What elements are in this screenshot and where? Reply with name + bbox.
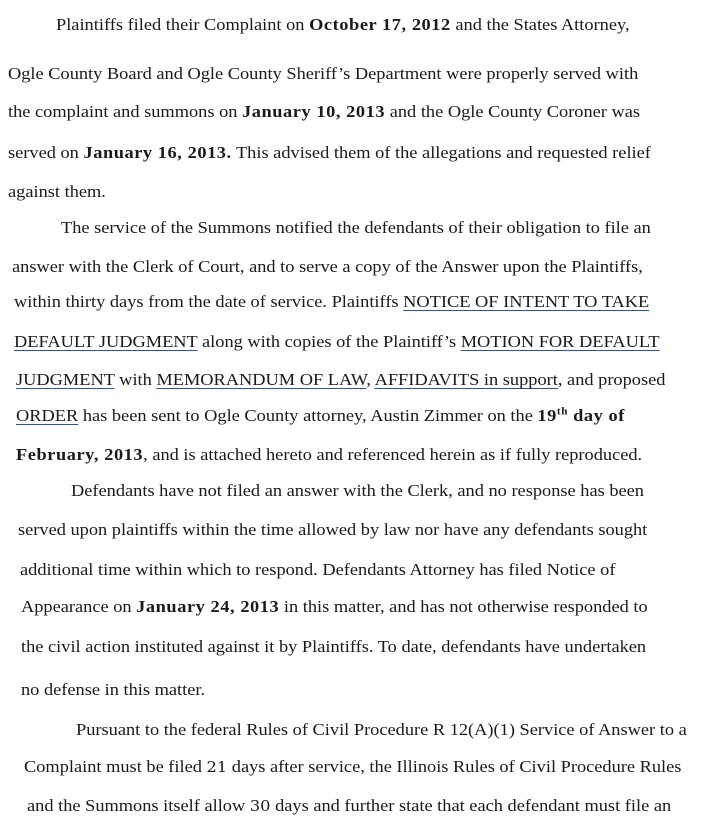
text-line — [76, 720, 687, 740]
text-line — [16, 370, 665, 390]
text-run: days and further state that each defendant must file an — [270, 796, 672, 815]
text-run: additional time within which to respond. Defendants Attorney has filed Notice of — [20, 560, 616, 579]
bold-text: January 16, 2013. — [83, 143, 232, 162]
text-run: and the States Attorney, — [450, 15, 630, 34]
text-run: days after service, the Illinois Rules of Civil Procedure Rules — [227, 757, 682, 776]
underlined-text: NOTICE OF INTENT TO TAKE — [403, 292, 650, 311]
text-run: and the Summons itself allow — [27, 796, 250, 815]
text-run: Appearance on — [21, 597, 137, 616]
text-line — [61, 218, 651, 238]
text-run: has been sent to Ogle County attorney, Austin Zimmer on the — [78, 406, 538, 425]
text-run: the civil action instituted against it by Plaintiffs. To date, defendants have undertaken — [21, 637, 647, 656]
text-run: answer with the Clerk of Court, and to serve a copy of the Answer upon the Plaintiffs, — [12, 257, 643, 276]
text-run: no defense in this matter. — [21, 680, 206, 699]
text-line — [14, 292, 649, 312]
text-line — [16, 406, 625, 426]
bold-text: day of — [568, 406, 625, 425]
text-line — [8, 182, 106, 202]
text-run: Pursuant to the federal Rules of Civil Procedure R 12(A)(1) Service of Answer to a — [76, 720, 687, 739]
underlined-text: MEMORANDUM OF LAW — [156, 370, 367, 389]
text-run: served on — [8, 143, 84, 162]
text-run: 21 — [206, 760, 228, 776]
underlined-text: AFFIDAVITS in support — [374, 370, 558, 389]
bold-text: January 24, 2013 — [136, 597, 280, 616]
underlined-text: ORDER — [16, 406, 79, 425]
text-line — [21, 680, 205, 700]
text-line — [16, 445, 642, 465]
text-run: served upon plaintiffs within the time allowed by law nor have any defendants sought — [18, 520, 648, 539]
text-line — [21, 597, 648, 617]
text-run: and the Ogle County Coroner was — [385, 102, 641, 121]
text-run: This advised them of the allegations and requested relief — [231, 143, 651, 162]
underlined-text: DEFAULT JUDGMENT — [14, 332, 198, 351]
text-run: Defendants have not filed an answer with the Clerk, and no response has been — [71, 481, 644, 500]
text-line — [8, 143, 651, 163]
underlined-text: MOTION FOR DEFAULT — [460, 332, 660, 351]
text-line — [14, 332, 660, 352]
superscript-text: th — [556, 406, 569, 418]
bold-text: 19 — [537, 406, 557, 425]
bold-text: February, 2013 — [16, 445, 144, 464]
text-run: against them. — [8, 182, 106, 201]
text-run: , and proposed — [557, 370, 666, 389]
text-line — [8, 64, 638, 84]
underlined-text: JUDGMENT — [16, 370, 115, 389]
text-run: within thirty days from the date of service. Plaintiffs — [14, 292, 404, 311]
text-run: , and is attached hereto and referenced herein as if fully reproduced. — [143, 445, 643, 464]
text-line — [56, 15, 630, 35]
text-run: Ogle County Board and Ogle County Sheriff’s Department were properly served with — [8, 64, 639, 83]
text-run: the complaint and summons on — [8, 102, 243, 121]
text-run: along with copies of the Plaintiff’s — [197, 332, 461, 351]
text-line — [8, 102, 640, 122]
text-run: with — [114, 370, 157, 389]
text-run: Plaintiffs filed their Complaint on — [56, 15, 310, 34]
text-line — [24, 757, 681, 778]
text-line — [20, 560, 615, 580]
bold-text: October 17, 2012 — [309, 15, 451, 34]
text-line — [18, 520, 647, 540]
text-line — [12, 257, 643, 277]
text-run: Complaint must be filed — [24, 757, 207, 776]
bold-text: January 10, 2013 — [242, 102, 386, 121]
text-run: The service of the Summons notified the defendants of their obligation to file an — [61, 218, 651, 237]
text-line — [27, 796, 671, 817]
text-run: 30 — [249, 799, 271, 815]
text-line — [71, 481, 644, 501]
text-run: in this matter, and has not otherwise responded to — [279, 597, 648, 616]
text-run: , — [366, 370, 375, 389]
text-line — [21, 637, 646, 657]
